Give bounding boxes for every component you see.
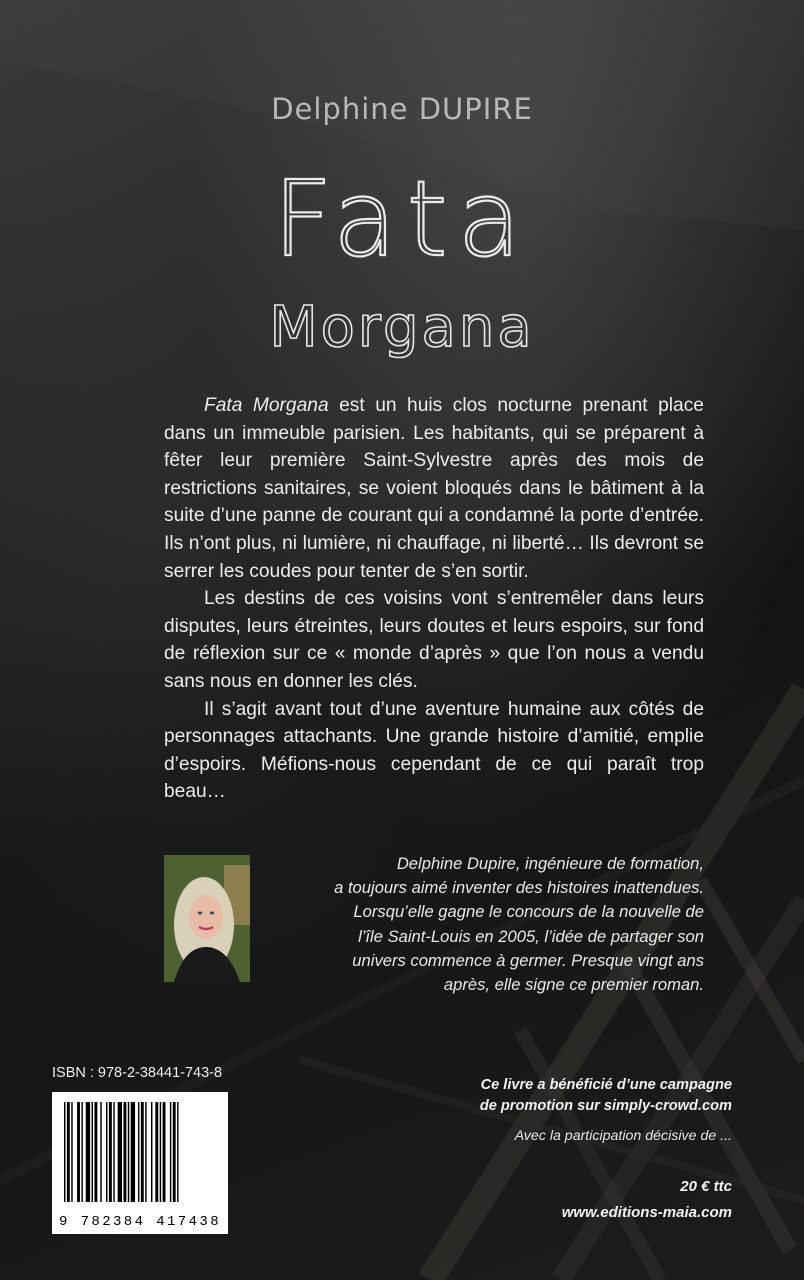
promotion-line-1: Ce livre a bénéficié d’une campagne bbox=[480, 1077, 732, 1093]
bio-line: l’île Saint-Louis en 2005, l’idée de partager son bbox=[358, 926, 704, 946]
summary-paragraph-1 bbox=[164, 392, 704, 585]
summary-paragraph-1-text: est un huis clos nocturne prenant place dans un immeuble parisien. Les habitants, qui se préparent à fêter leur première Saint-Sylvestre après des mois de restrictions sanitaires, se voient bloqués dans le bâtiment à la suite d’une panne de courant qui a condamné la porte d’entrée. Ils n’ont plus, ni lumière, ni chauffage, ni liberté… Ils devront se serrer les coudes pour tenter de s’en sortir. bbox=[164, 395, 704, 582]
summary-title-italic: Fata Morgana bbox=[204, 395, 329, 416]
book-summary bbox=[164, 392, 704, 806]
summary-paragraph-3: Il s’agit avant tout d’une aventure humaine aux côtés de personnages attachants. Une grande histoire d’amitié, emplie d’espoirs. Méfions-nous cependant de ce qui paraît trop beau… bbox=[164, 698, 704, 803]
promotion-note bbox=[402, 1075, 732, 1117]
summary-paragraph-2: Les destins de ces voisins vont s’entremêler dans leurs disputes, leurs étreintes, leurs doutes et leurs espoirs, sur fond de réflexion sur ce « monde d’après » que l’on nous a vendu sans nous en donner les clés. bbox=[164, 588, 704, 692]
isbn-label: ISBN : 978-2-38441-743-8 bbox=[52, 1065, 223, 1081]
publisher-website: www.editions-maia.com bbox=[561, 1204, 732, 1221]
barcode-bars bbox=[52, 1092, 228, 1212]
participation-note: Avec la participation décisive de ... bbox=[514, 1128, 732, 1144]
price: 20 € ttc bbox=[680, 1178, 732, 1195]
bio-line: Delphine Dupire, ingénieure de formation, bbox=[396, 854, 704, 873]
bio-line: après, elle signe ce premier roman. bbox=[443, 975, 704, 995]
book-title-line2: Morgana bbox=[269, 295, 535, 360]
barcode-digits: 9 782384 417438 bbox=[58, 1214, 222, 1230]
book-title-line1: Fata bbox=[272, 158, 532, 280]
bio-line: univers commence à germer. Presque vingt ans bbox=[352, 950, 704, 970]
bio-line: Lorsqu’elle gagne le concours de la nouvelle de bbox=[353, 902, 704, 922]
bio-line: a toujours aimé inventer des histoires inattendues. bbox=[334, 878, 704, 898]
author-name-top: Delphine DUPIRE bbox=[271, 92, 533, 126]
author-biography bbox=[258, 852, 704, 997]
promotion-line-2: de promotion sur simply-crowd.com bbox=[479, 1098, 732, 1114]
author-photo bbox=[164, 855, 250, 982]
barcode bbox=[52, 1092, 228, 1234]
